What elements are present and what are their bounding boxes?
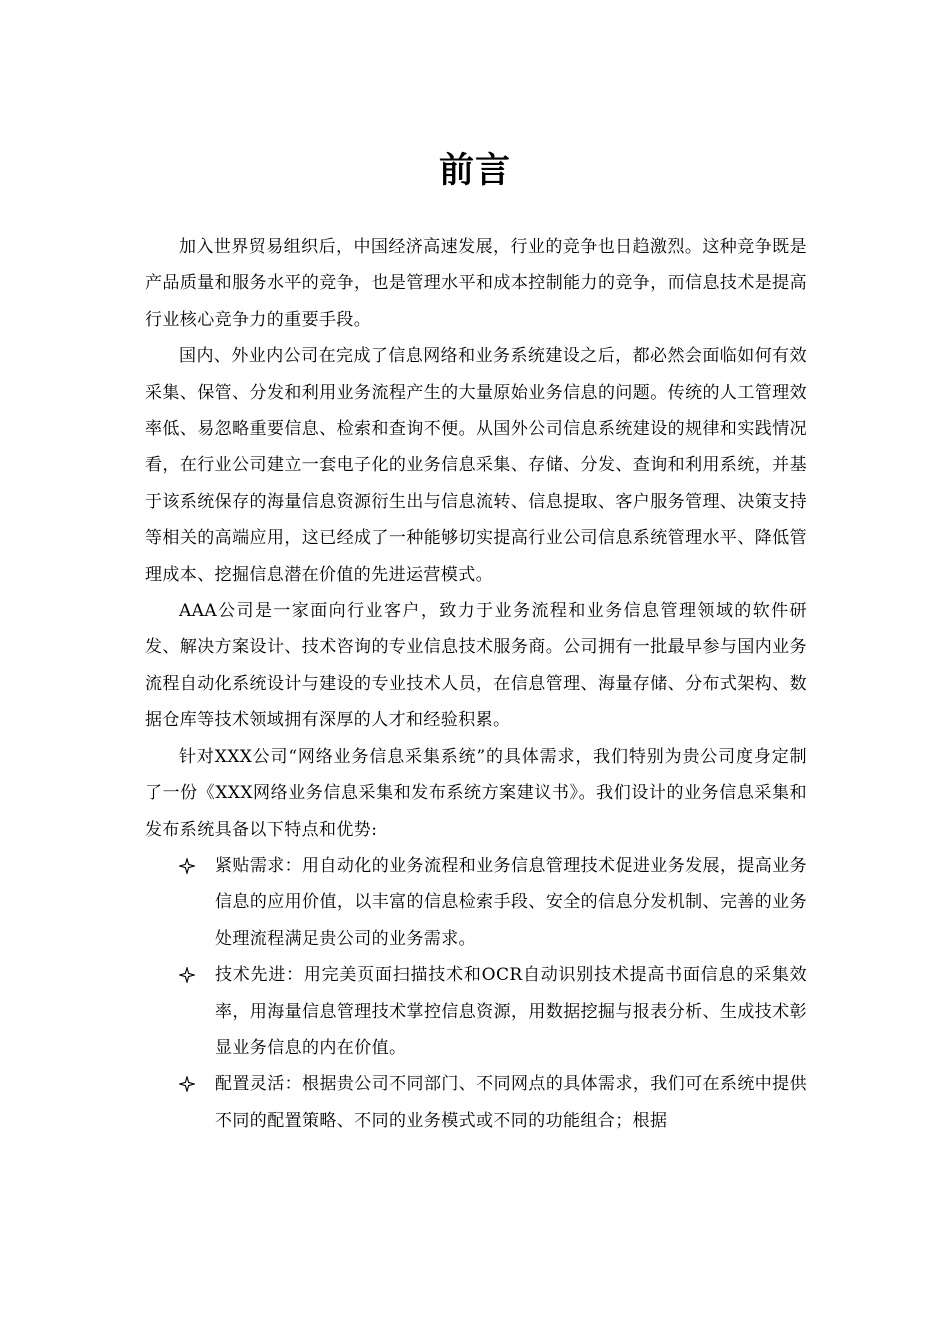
paragraph-4: 针对XXX公司“网络业务信息采集系统”的具体需求，我们特别为贵公司度身定制了一份《XXX网络业务信息采集和发布系统方案建议书》。我们设计的业务信息采集和发布系统具备以下特点和优势: [145,746,807,840]
feature-text-1: 紧贴需求：用自动化的业务流程和业务信息管理技术促进业务发展，提高业务信息的应用价值，以丰富的信息检索手段、安全的信息分发机制、完善的业务处理流程满足贵公司的业务需求。 [215,855,807,949]
feature-item-3 [145,1066,807,1139]
page-title: 前言 [438,151,511,191]
feature-item-1 [145,848,807,957]
feature-list [145,848,807,1139]
document-body [145,229,807,1139]
feature-item-2 [145,957,807,1066]
feature-text-3: 配置灵活：根据贵公司不同部门、不同网点的具体需求，我们可在系统中提供不同的配置策略、不同的业务模式或不同的功能组合；根据 [215,1074,807,1131]
paragraph-2: 国内、外业内公司在完成了信息网络和业务系统建设之后，都必然会面临如何有效采集、保管、分发和利用业务流程产生的大量原始业务信息的问题。传统的人工管理效率低、易忽略重要信息、检索和查询不便。从国外公司信息系统建设的规律和实践情况看，在行业公司建立一套电子化的业务信息采集、存储、分发、查询和利用系统，并基于该系统保存的海量信息资源衍生出与信息流转、信息提取、客户服务管理、决策支持等相关的高端应用，这已经成了一种能够切实提高行业公司信息系统管理水平、降低管理成本、挖掘信息潜在价值的先进运营模式。 [145,346,807,585]
feature-text-2: 技术先进：用完美页面扫描技术和OCR自动识别技术提高书面信息的采集效率，用海量信息管理技术掌控信息资源，用数据挖掘与报表分析、生成技术彰显业务信息的内在价值。 [215,965,807,1058]
four-point-star-outline-icon [179,957,199,993]
paragraph-3: AAA公司是一家面向行业客户，致力于业务流程和业务信息管理领域的软件研发、解决方案设计、技术咨询的专业信息技术服务商。公司拥有一批最早参与国内业务流程自动化系统设计与建设的专业技术人员，在信息管理、海量存储、分布式架构、数据仓库等技术领域拥有深厚的人才和经验积累。 [145,601,807,731]
four-point-star-outline-icon [179,848,199,884]
paragraph-1: 加入世界贸易组织后，中国经济高速发展，行业的竞争也日趋激烈。这种竞争既是产品质量和服务水平的竞争，也是管理水平和成本控制能力的竞争，而信息技术是提高行业核心竞争力的重要手段。 [145,237,807,330]
four-point-star-outline-icon [179,1066,199,1102]
